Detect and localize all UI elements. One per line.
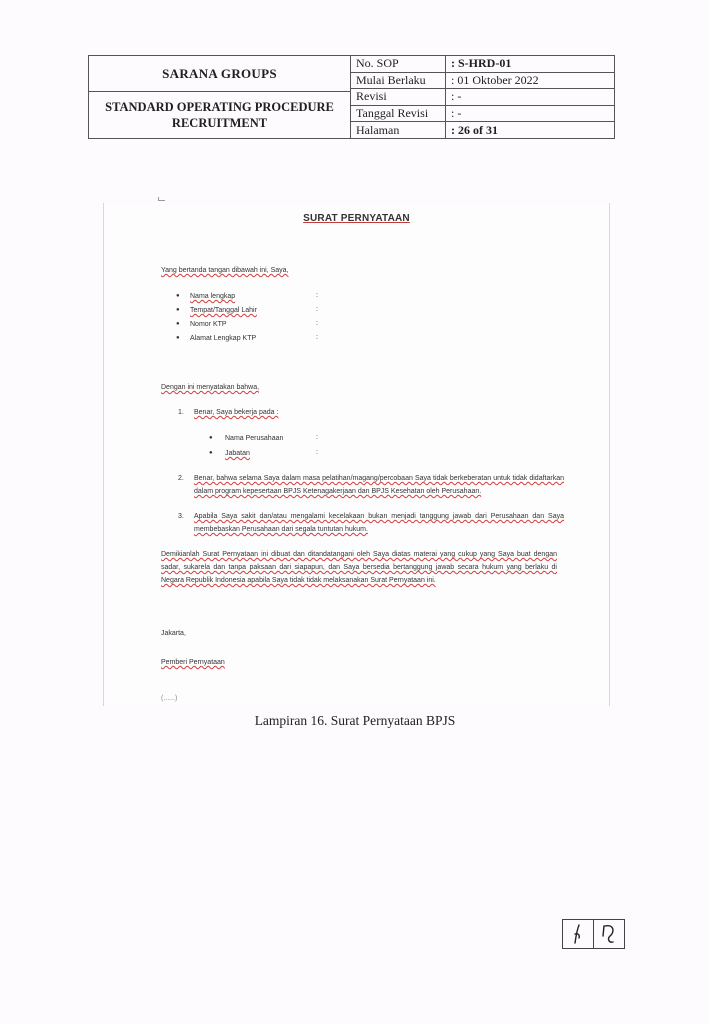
signer-label: Pemberi Pernyataan	[161, 659, 225, 666]
meta-value: : 26 of 31	[451, 122, 498, 137]
place-text: Jakarta,	[161, 630, 186, 637]
meta-value: : -	[451, 106, 462, 121]
initials-box	[562, 919, 625, 949]
meta-row-revision-date	[351, 106, 614, 123]
meta-label: Halaman	[351, 122, 446, 138]
bullet-icon: ●	[209, 435, 213, 441]
meta-label: Tanggal Revisi	[351, 106, 446, 122]
meta-row-page	[351, 122, 614, 138]
corner-mark	[158, 197, 165, 201]
meta-row-effective-date	[351, 73, 614, 90]
field-colon: :	[316, 292, 318, 299]
signer-name: (......)	[161, 695, 178, 702]
field-colon: :	[316, 334, 318, 341]
field-label: Nomor KTP	[190, 321, 227, 328]
meta-label: Revisi	[351, 89, 446, 105]
header-left-column	[89, 56, 351, 138]
point-number: 1.	[178, 409, 184, 416]
field-colon: :	[316, 320, 318, 327]
field-colon: :	[316, 434, 318, 441]
point-number: 3.	[178, 513, 184, 520]
meta-label: No. SOP	[351, 56, 446, 72]
meta-value: : -	[451, 89, 462, 104]
sub-field-label: Nama Perusahaan	[225, 435, 284, 442]
meta-row-revision	[351, 89, 614, 106]
sop-header-table	[88, 55, 615, 139]
bullet-icon: ●	[176, 293, 180, 299]
meta-value: : S-HRD-01	[451, 56, 512, 71]
bullet-icon: ●	[176, 321, 180, 327]
field-colon: :	[316, 449, 318, 456]
meta-value: : 01 Oktober 2022	[451, 72, 539, 87]
declare-text: Dengan ini menyatakan bahwa,	[161, 384, 260, 391]
document-title-line2: RECRUITMENT	[171, 116, 268, 130]
initial-signature-2	[594, 920, 624, 948]
field-label: Tempat/Tanggal Lahir	[190, 307, 257, 314]
figure-caption: Lampiran 16. Surat Pernyataan BPJS	[254, 713, 456, 728]
field-label: Nama lengkap	[190, 293, 236, 300]
header-meta-column	[351, 56, 614, 138]
field-colon: :	[316, 306, 318, 313]
company-name: SARANA GROUPS	[89, 56, 350, 92]
sub-field-label: Jabatan	[225, 450, 250, 457]
letter-title: SURAT PERNYATAAN	[303, 213, 410, 224]
bullet-icon: ●	[176, 335, 180, 341]
initial-signature-1	[563, 920, 594, 948]
document-title-line1: STANDARD OPERATING PROCEDURE	[105, 100, 334, 114]
point-number: 2.	[178, 475, 184, 482]
point-3-text: Apabila Saya sakit dan/atau mengalami kecelakaan bukan menjadi tanggung jawab dari Perusahaan dan Saya membebaskan Perusahaan dari segala tuntutan hukum.	[194, 513, 564, 533]
point-1-text: Benar, Saya bekerja pada :	[194, 409, 279, 416]
letter-intro: Yang bertanda tangan dibawah ini, Saya,	[161, 267, 289, 274]
field-label: Alamat Lengkap KTP	[190, 335, 257, 342]
meta-label: Mulai Berlaku	[351, 73, 446, 89]
bullet-icon: ●	[176, 307, 180, 313]
statement-letter	[103, 203, 610, 706]
document-title	[89, 92, 350, 138]
bullet-icon: ●	[209, 450, 213, 456]
meta-row-sop-number	[351, 56, 614, 73]
closing-paragraph: Demikianlah Surat Pernyataan ini dibuat dan ditandatangani oleh Saya diatas materai yang cukup yang Saya buat dengan sadar, sukarela dan tanpa paksaan dari siapapun, dan Saya bersedia bertanggung jawab secara hukum yang berlaku di Negara Republik Indonesia apabila Saya tidak tidak melaksanakan Surat Pernyataan ini.	[161, 551, 557, 584]
point-2-text: Benar, bahwa selama Saya dalam masa pelatihan/magang/percobaan Saya tidak berkeberatan untuk tidak didaftarkan dalam program kepesertaan BPJS Ketenagakerjaan dan BPJS Kesehatan oleh Perusahaan.	[194, 475, 564, 495]
